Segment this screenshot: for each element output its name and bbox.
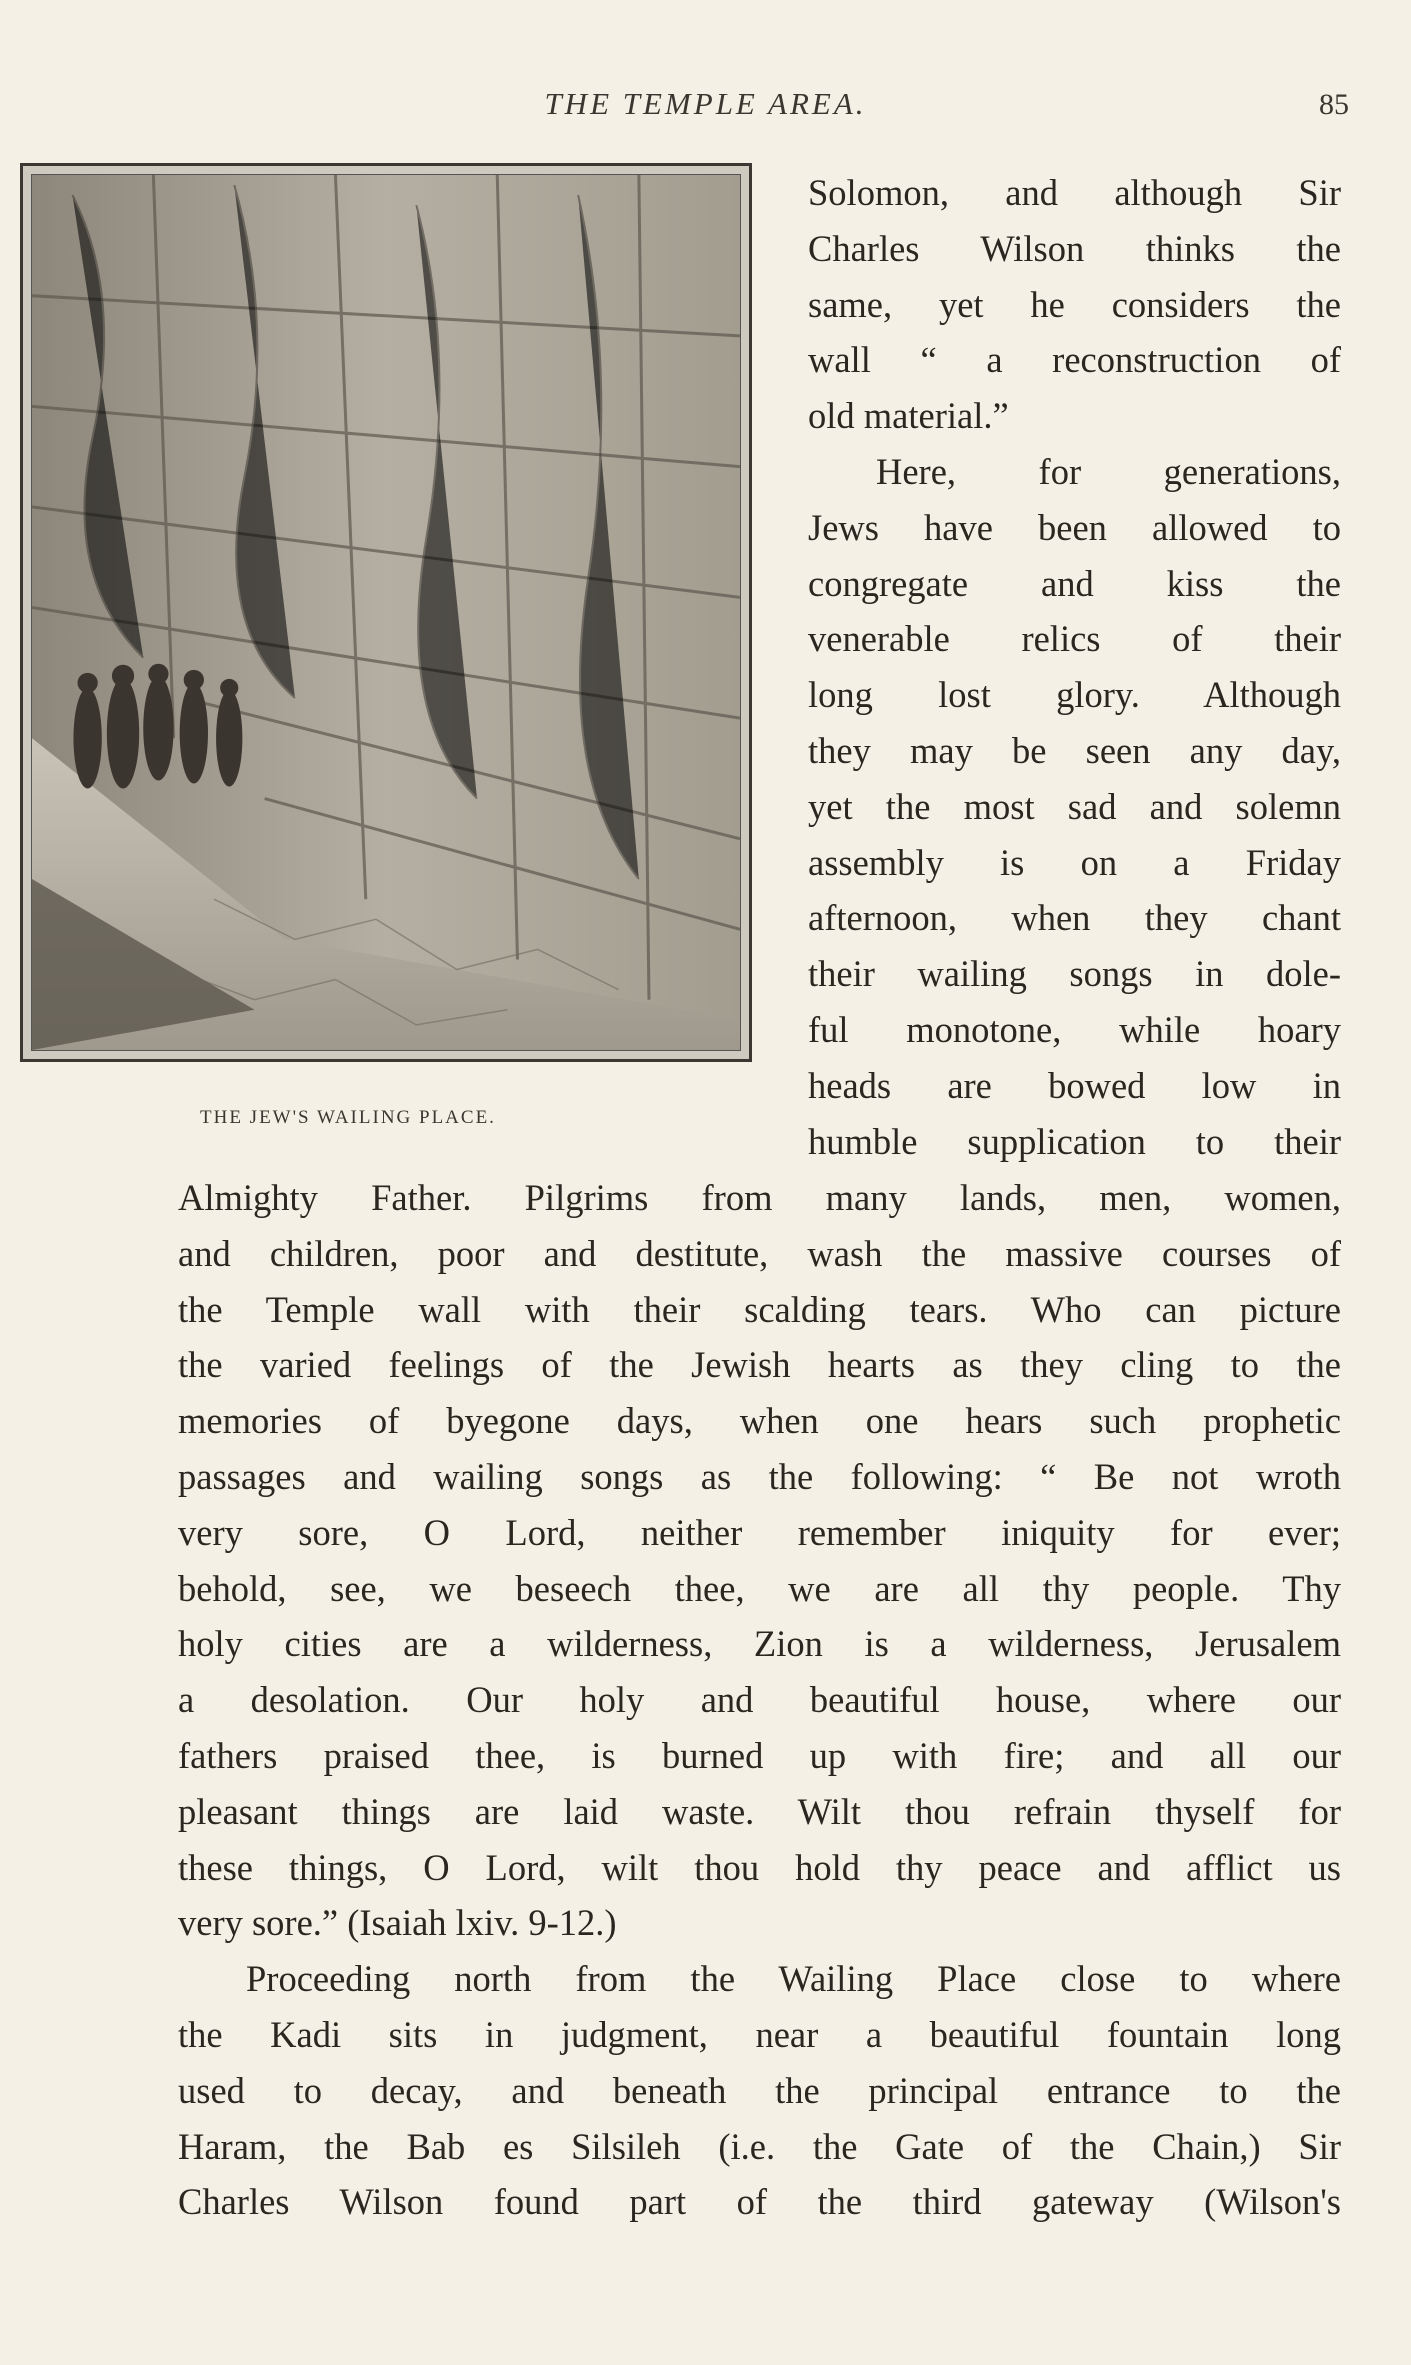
text-line: Almighty Father. Pilgrims from many lands, men, women,	[178, 1177, 1341, 1218]
text-line: congregate and kiss the	[808, 562, 1341, 604]
text-line: holy cities are a wilderness, Zion is a wilderness, Jerusalem	[178, 1623, 1341, 1665]
figure-caption: THE JEW'S WAILING PLACE.	[200, 1107, 496, 1128]
text-line: very sore.” (Isaiah lxiv. 9-12.)	[178, 1902, 617, 1944]
text-line: their wailing songs in dole-	[808, 953, 1341, 995]
text-line: memories of byegone days, when one hears such prophetic	[178, 1400, 1341, 1442]
text-line: the Kadi sits in judgment, near a beautiful fountain long	[178, 2013, 1341, 2055]
text-line: Proceeding north from the Wailing Place close to where	[246, 1958, 1341, 2000]
text-line: Charles Wilson thinks the	[808, 227, 1341, 269]
text-line: these things, O Lord, wilt thou hold thy peace and afflict us	[178, 1846, 1341, 1888]
text-line: fathers praised thee, is burned up with fire; and all our	[178, 1734, 1341, 1776]
wall-photo-drawing	[32, 175, 740, 1050]
text-line: ful monotone, while hoary	[808, 1008, 1341, 1050]
text-line: Haram, the Bab es Silsileh (i.e. the Gate of the Chain,) Sir	[178, 2125, 1341, 2167]
text-line: passages and wailing songs as the following: “ Be not wroth	[178, 1455, 1341, 1497]
text-line: long lost glory. Although	[808, 674, 1341, 716]
text-line: they may be seen any day,	[808, 729, 1341, 771]
text-line: the varied feelings of the Jewish hearts as they cling to the	[178, 1344, 1341, 1386]
text-line: old material.”	[808, 395, 1009, 437]
page-number: 85	[1319, 88, 1349, 121]
text-line: the Temple wall with their scalding tears. Who can picture	[178, 1288, 1341, 1330]
text-line: behold, see, we beseech thee, we are all thy people. Thy	[178, 1567, 1341, 1609]
full-width-text	[178, 1170, 1341, 2230]
text-line: humble supplication to their	[808, 1120, 1341, 1162]
text-line: Here, for generations,	[876, 450, 1341, 492]
text-line: yet the most sad and solemn	[808, 785, 1341, 827]
text-line: Solomon, and although Sir	[808, 172, 1341, 213]
running-head-title: THE TEMPLE AREA.	[544, 86, 867, 121]
text-line: very sore, O Lord, neither remember iniquity for ever;	[178, 1511, 1341, 1553]
photo-engraving	[31, 174, 741, 1051]
text-line: heads are bowed low in	[808, 1064, 1341, 1106]
text-line: used to decay, and beneath the principal entrance to the	[178, 2069, 1341, 2111]
text-line: assembly is on a Friday	[808, 841, 1341, 883]
text-line: same, yet he considers the	[808, 283, 1341, 325]
wrapped-text-column	[808, 165, 1341, 1169]
wailing-place-illustration	[20, 163, 752, 1062]
text-line: pleasant things are laid waste. Wilt thou refrain thyself for	[178, 1790, 1341, 1832]
text-line: afternoon, when they chant	[808, 897, 1341, 939]
text-line: Charles Wilson found part of the third gateway (Wilson's	[178, 2181, 1341, 2223]
text-line: Jews have been allowed to	[808, 506, 1341, 548]
text-line: wall “ a reconstruction of	[808, 339, 1341, 381]
text-line: venerable relics of their	[808, 618, 1341, 660]
text-line: a desolation. Our holy and beautiful house, where our	[178, 1679, 1341, 1721]
text-line: and children, poor and destitute, wash the massive courses of	[178, 1232, 1341, 1274]
